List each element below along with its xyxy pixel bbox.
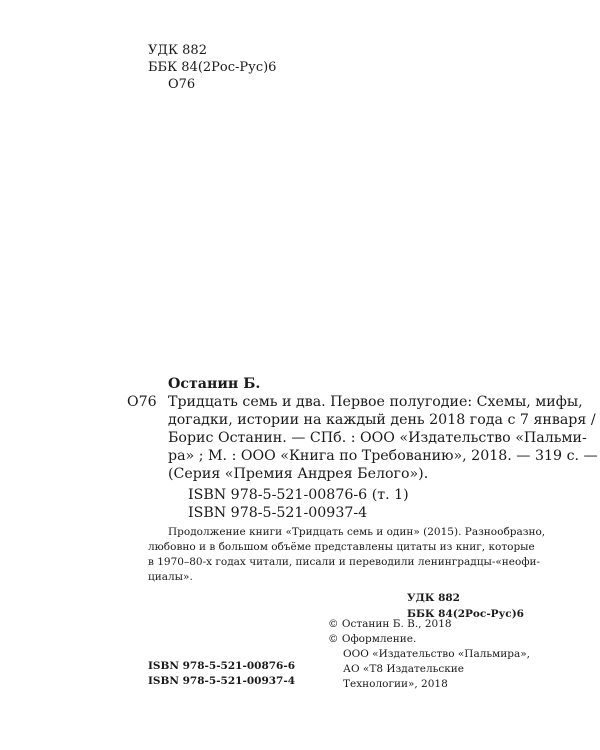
bbk-code-top: ББК 84(2Рос-Рус)6: [148, 60, 277, 75]
record-line-5: (Серия «Премия Андрея Белого»).: [168, 466, 429, 482]
record-isbn-1: ISBN 978-5-521-00876-6 (т. 1): [188, 487, 409, 503]
record-author: Останин Б.: [168, 376, 261, 392]
annotation-line-4: циалы».: [148, 571, 193, 583]
copyright-design: © Оформление.: [328, 633, 417, 645]
record-line-4: ра» ; М. : ООО «Книга по Требованию», 2018. — 319 с. —: [168, 448, 598, 464]
record-line-1: Тридцать семь и два. Первое полугодие: Схемы, мифы,: [168, 394, 583, 410]
bbk-code-bottom: ББК 84(2Рос-Рус)6: [407, 608, 524, 620]
isbn-footer-2: ISBN 978-5-521-00937-4: [148, 675, 296, 687]
udk-code-bottom: УДК 882: [407, 592, 460, 604]
annotation-line-2: любовно и в большом объёме представлены цитаты из книг, которые: [148, 541, 535, 553]
isbn-footer-1: ISBN 978-5-521-00876-6: [148, 660, 296, 672]
record-line-3: Борис Останин. — СПб. : ООО «Издательство «Пальми-: [168, 430, 587, 446]
copyright-publisher-1: ООО «Издательство «Пальмира»,: [343, 648, 531, 660]
copyright-author: © Останин Б. В., 2018: [328, 618, 452, 630]
copyright-publisher-3: Технологии», 2018: [343, 678, 448, 690]
record-line-2: догадки, истории на каждый день 2018 года с 7 января /: [168, 412, 596, 428]
udk-code-top: УДК 882: [148, 43, 207, 58]
record-author-mark: О76: [127, 394, 157, 410]
copyright-publisher-2: АО «Т8 Издательские: [343, 663, 465, 675]
record-isbn-2: ISBN 978-5-521-00937-4: [188, 505, 368, 521]
annotation-line-3: в 1970–80-х годах читали, писали и переводили ленинградцы-«неофи-: [148, 556, 541, 568]
annotation-line-1: Продолжение книги «Тридцать семь и один» (2015). Разнообразно,: [168, 526, 546, 538]
author-mark-top: О76: [168, 77, 196, 92]
